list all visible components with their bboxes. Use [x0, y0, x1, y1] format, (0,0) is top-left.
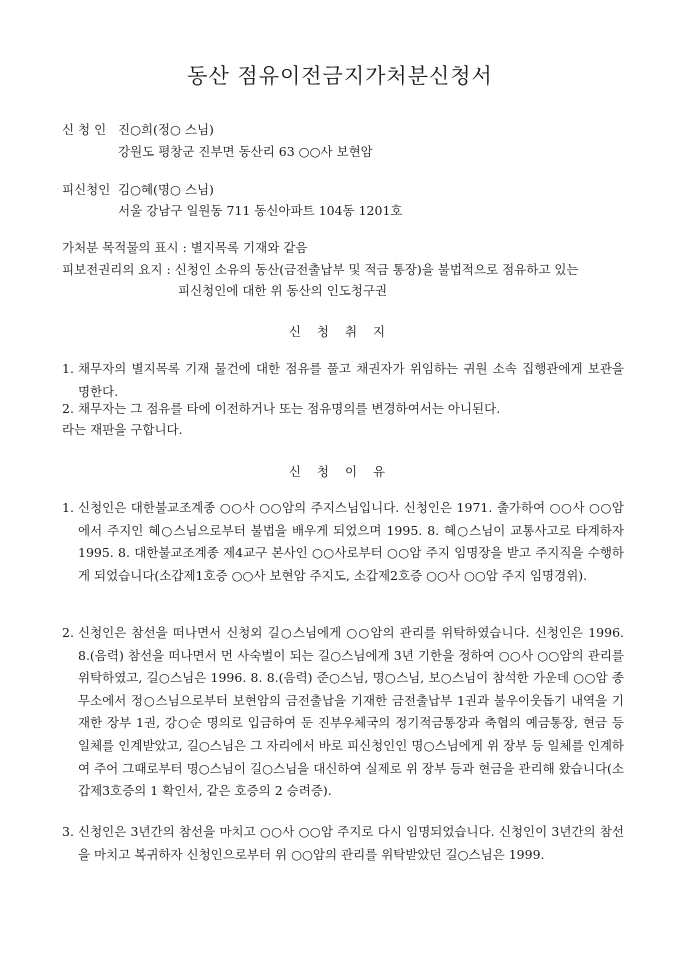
respondent-address: 서울 강남구 일원동 711 동신아파트 104동 1201호 [118, 203, 403, 218]
reason-item-text: 신청인은 참선을 떠나면서 신청외 길○스님에게 ○○암의 관리를 위탁하였습니다. 신청인은 1996. 8.(음력) 참선을 떠나면서 먼 사숙벌이 되는 길○스님에게 3년 기한을 정하여 ○○사 ○○암의 관리를 위탁하였고, 길○스님은 1996. 8. 8.(음력) 준○스님, 명○스님, 보○스님이 참석한 가운데 ○○암 종무소에서 정○스님으로부터 보현암의 금전출납을 기재한 금전출납부 1권과 불우이웃돕기 내역을 기재한 장부 1권, 강○순 명의로 입금하여 둔 진부우체국의 정기적금통장과 축협의 예금통장, 현금 등 일체를 인계받았고, 길○스님은 그 자리에서 바로 피신청인인 명○스님에게 위 장부 등 일체를 인계하여 주어 그때로부터 명○스님이 길○스님을 대신하여 실제로 위 장부 등과 현금을 관리해 왔습니다(소갑제3호증의 1 확인서, 같은 호증의 2 승려증). [78, 625, 624, 799]
reason-item-text: 신청인은 3년간의 참선을 마치고 ○○사 ○○암 주지로 다시 임명되었습니다. 신청인이 3년간의 참선을 마치고 복귀하자 신청인으로부터 위 ○○암의 관리를 위탁받았던 길○스님은 1999. [78, 824, 624, 862]
reason-item [62, 622, 624, 803]
applicant-address: 강원도 평창군 진부면 동산리 63 ○○사 보현암 [118, 144, 373, 159]
reason-item-text: 신청인은 대한불교조계종 ○○사 ○○암의 주지스님입니다. 신청인은 1971. 출가하여 ○○사 ○○암에서 주지인 혜○스님으로부터 불법을 배우게 되었으며 1995. 8. 혜○스님이 교통사고로 타계하자 1995. 8. 대한불교조계종 제4교구 본사인 ○○사로부터 ○○암 주지 임명장을 받고 주지직을 수행하게 되었습니다(소갑제1호증 ○○사 보현암 주지도, 소갑제2호증 ○○사 ○○암 주지 임명경위). [78, 500, 624, 583]
reason-item [62, 497, 624, 587]
document-title: 동산 점유이전금지가처분신청서 [187, 64, 493, 88]
purpose-heading: 신 청 취 지 [288, 324, 392, 339]
protected-right-line-2: 피신청인에 대한 위 동산의 인도청구권 [178, 283, 388, 298]
purpose-closing: 라는 재판을 구합니다. [62, 422, 183, 437]
reason-item-number: 1. [62, 500, 74, 515]
reason-heading: 신 청 이 유 [288, 464, 392, 479]
reason-item-number: 3. [62, 824, 74, 839]
respondent-label: 피신청인 [62, 182, 111, 197]
reason-item [62, 821, 624, 866]
purpose-item-text: 채무자는 그 점유를 타에 이전하거나 또는 점유명의를 변경하여서는 아니된다. [78, 401, 501, 416]
target-description: 가처분 목적물의 표시 : 별지목록 기재와 같음 [62, 240, 308, 255]
purpose-item [62, 358, 624, 403]
purpose-item-text: 채무자의 별지목록 기재 물건에 대한 점유를 풀고 채권자가 위임하는 귀원 소속 집행관에게 보관을 명한다. [78, 361, 624, 399]
respondent-name: 김○혜(명○ 스님) [118, 182, 214, 197]
reason-item-number: 2. [62, 625, 74, 640]
applicant-label: 신 청 인 [62, 122, 107, 137]
purpose-item-number: 2. [62, 401, 74, 416]
applicant-name: 진○희(정○ 스님) [118, 122, 214, 137]
purpose-item-number: 1. [62, 361, 74, 376]
protected-right-line-1: 피보전권리의 요지 : 신청인 소유의 동산(금전출납부 및 적금 통장)을 불법적으로 점유하고 있는 [62, 262, 579, 277]
purpose-item [62, 398, 624, 421]
